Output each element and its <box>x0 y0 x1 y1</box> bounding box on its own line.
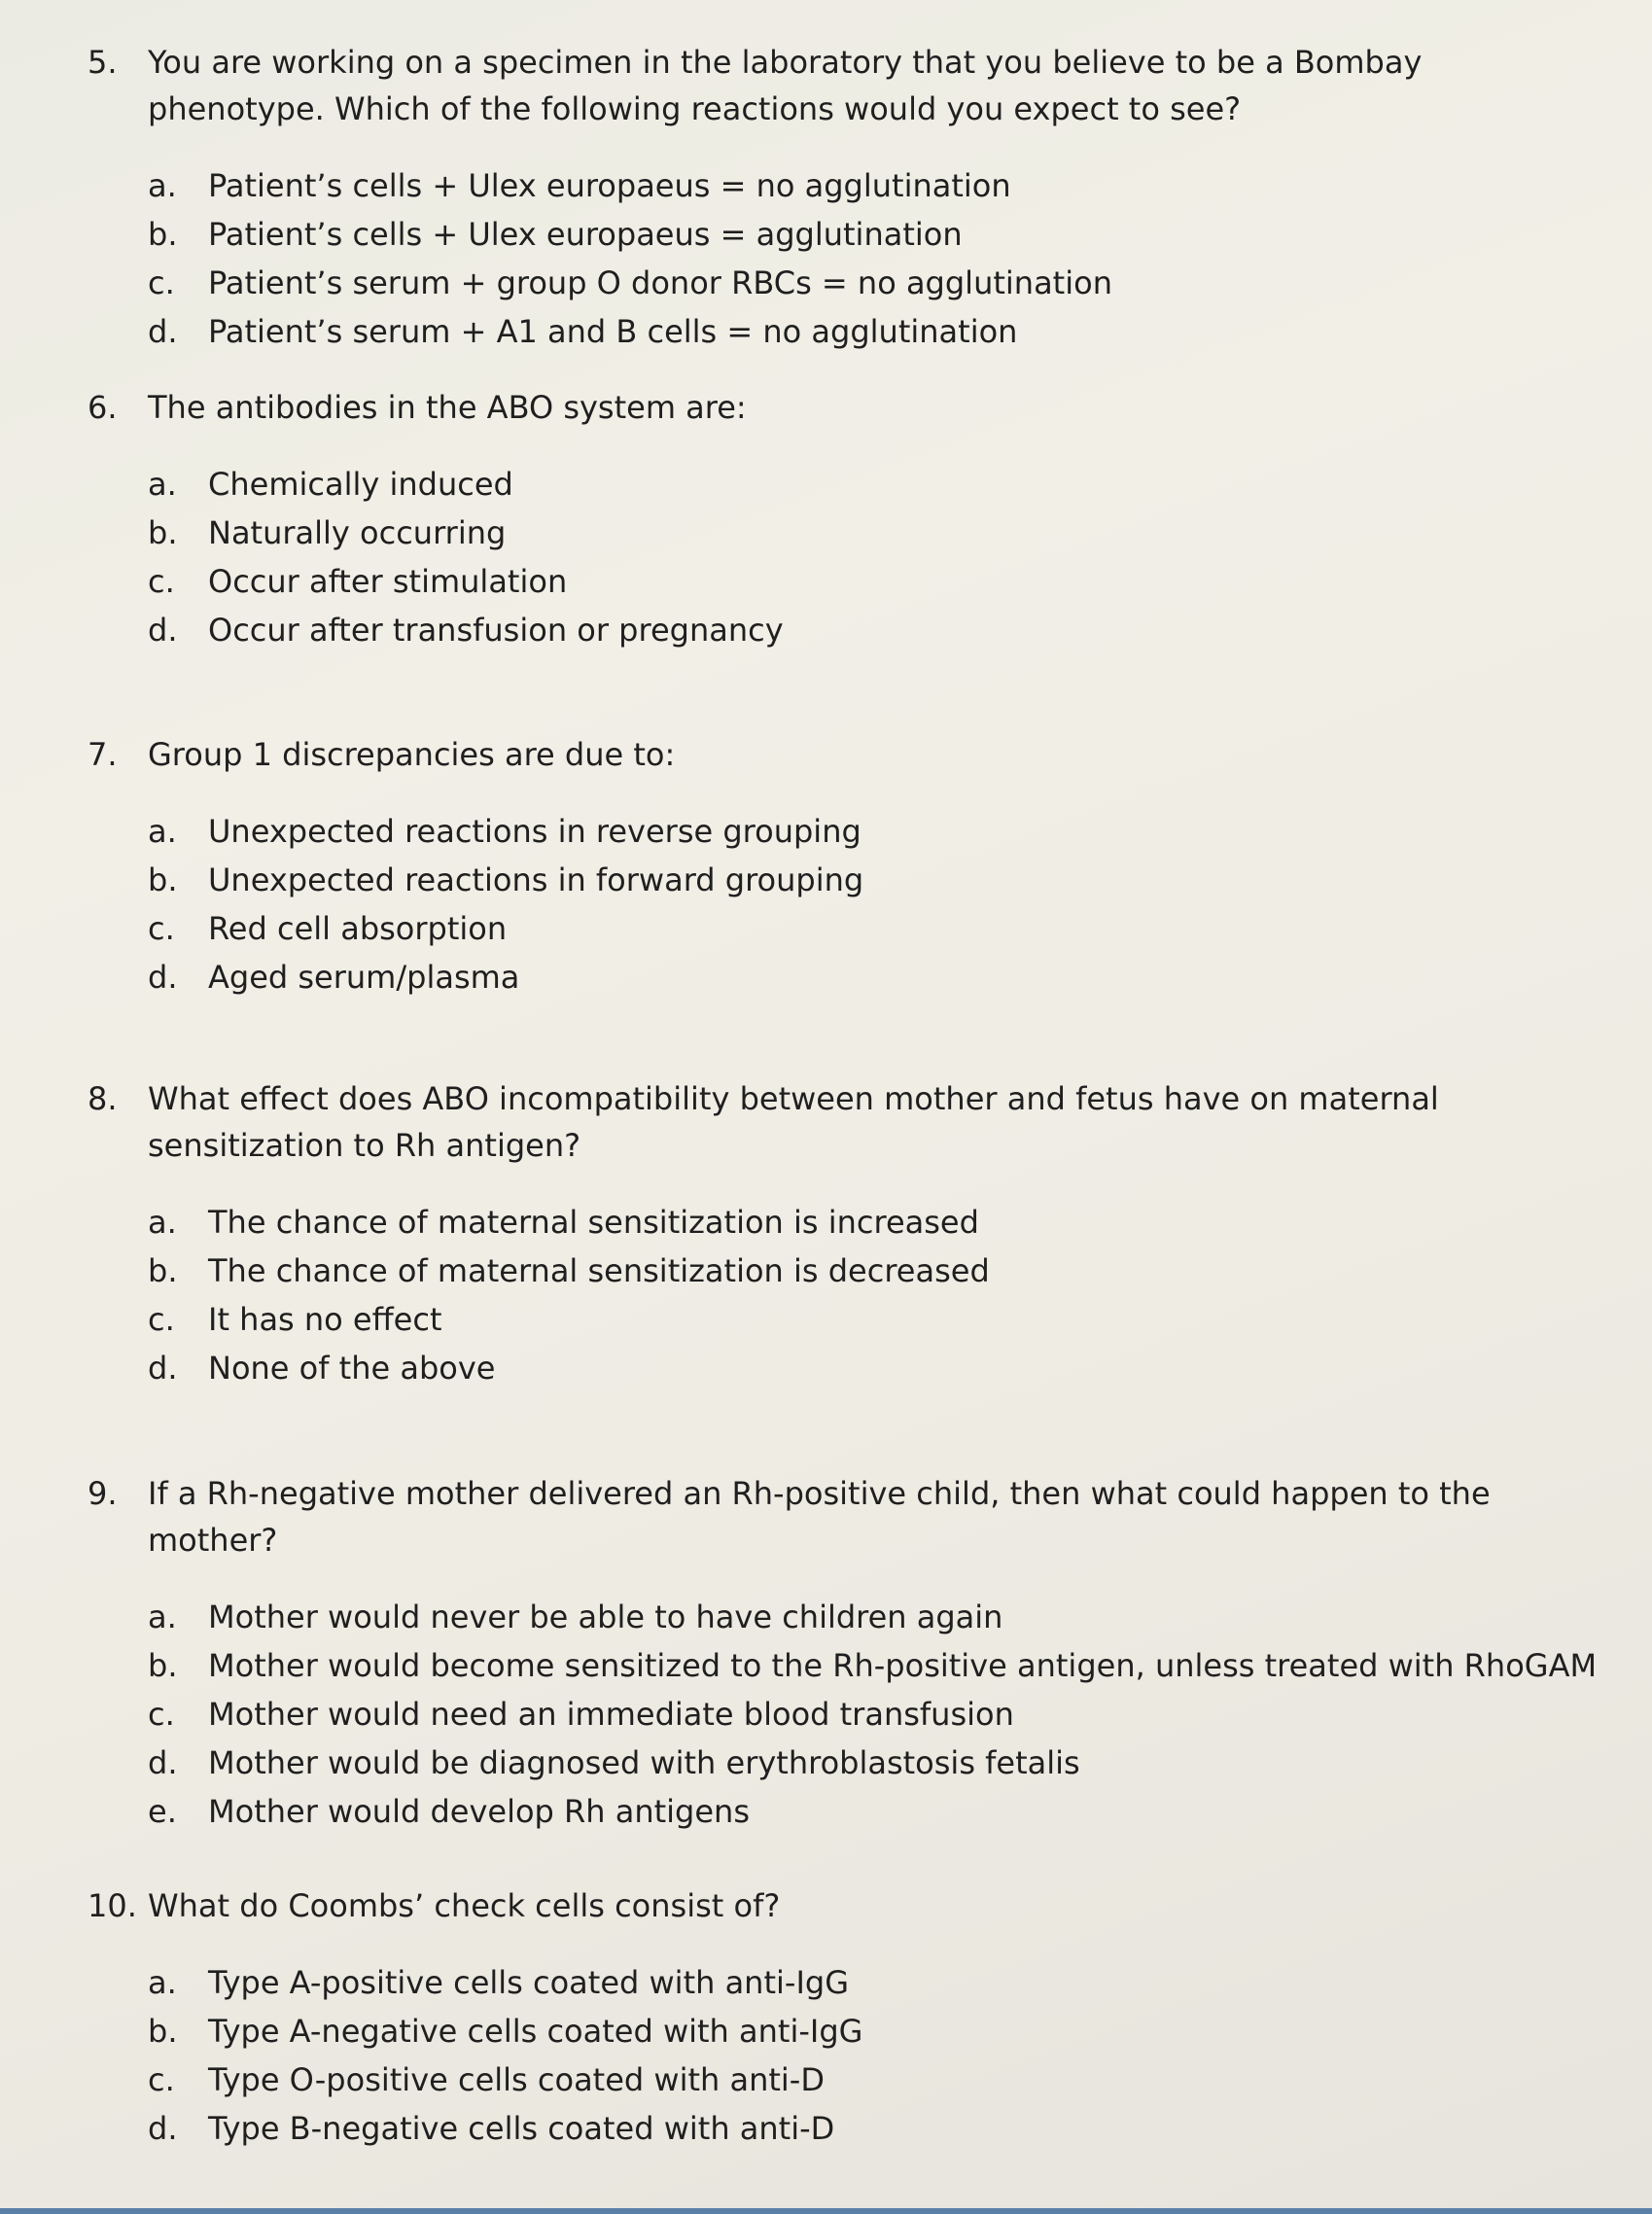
question-number: 10. <box>88 1887 137 1924</box>
option-letter: c. <box>148 910 175 947</box>
option-letter: e. <box>148 1793 177 1830</box>
option-text: Red cell absorption <box>208 910 508 947</box>
option-text: None of the above <box>208 1350 496 1387</box>
option-letter: a. <box>148 813 177 850</box>
option-text: Mother would never be able to have children again <box>208 1599 1003 1635</box>
question-9 <box>88 1470 1598 1836</box>
option-text: Patient’s serum + group O donor RBCs = no agglutination <box>208 264 1112 301</box>
option-letter: c. <box>148 1696 175 1733</box>
option-text: Mother would be diagnosed with erythroblastosis fetalis <box>208 1744 1080 1781</box>
question-number: 8. <box>88 1080 118 1117</box>
option-letter: b. <box>148 1252 178 1289</box>
option-letter: b. <box>148 1647 178 1684</box>
answer-option <box>148 1739 1565 1787</box>
question-text: What do Coombs’ check cells consist of? <box>148 1887 781 1924</box>
answer-options <box>88 1958 1565 2153</box>
answer-options <box>88 460 1565 654</box>
option-letter: b. <box>148 514 178 551</box>
option-text: Unexpected reactions in reverse grouping <box>208 813 861 850</box>
option-text: Type B-negative cells coated with anti-D <box>208 2110 835 2147</box>
question-text: You are working on a specimen in the laboratory that you believe to be a Bombay phenotype. Which of the following reactions would you expect to see? <box>148 44 1423 127</box>
question-number: 7. <box>88 736 118 773</box>
answer-option <box>148 1593 1565 1641</box>
question-number: 5. <box>88 44 118 81</box>
option-letter: c. <box>148 1301 175 1338</box>
answer-option <box>148 1787 1565 1836</box>
answer-option <box>148 210 1565 259</box>
answer-option <box>148 1344 1565 1392</box>
option-text: Type A-negative cells coated with anti-IgG <box>208 2013 863 2050</box>
answer-option <box>148 2056 1565 2104</box>
option-text: Mother would become sensitized to the Rh-positive antigen, unless treated with RhoGAM <box>208 1647 1598 1684</box>
question-text: Group 1 discrepancies are due to: <box>148 736 676 773</box>
option-letter: c. <box>148 2061 175 2098</box>
answer-option <box>148 953 1565 1002</box>
question-text: The antibodies in the ABO system are: <box>148 389 747 426</box>
question-6 <box>88 384 1565 654</box>
answer-option <box>148 1641 1598 1690</box>
question-8 <box>88 1075 1565 1392</box>
bottom-edge-strip <box>0 2208 1652 2214</box>
answer-options <box>88 1198 1565 1392</box>
question-number: 9. <box>88 1475 118 1512</box>
option-letter: a. <box>148 1599 177 1635</box>
answer-options <box>88 161 1565 356</box>
option-text: Patient’s cells + Ulex europaeus = agglutination <box>208 216 963 253</box>
option-letter: a. <box>148 167 177 204</box>
answer-option <box>148 2007 1565 2056</box>
question-7 <box>88 731 1565 1002</box>
answer-option <box>148 904 1565 953</box>
question-number: 6. <box>88 389 118 426</box>
answer-option <box>148 307 1565 356</box>
question-5 <box>88 39 1565 356</box>
answer-option <box>148 1198 1565 1247</box>
option-text: Unexpected reactions in forward grouping <box>208 861 864 898</box>
option-text: Patient’s cells + Ulex europaeus = no agglutination <box>208 167 1011 204</box>
answer-option <box>148 856 1565 904</box>
option-letter: a. <box>148 466 177 503</box>
option-text: Aged serum/plasma <box>208 959 520 996</box>
option-letter: a. <box>148 1204 177 1241</box>
answer-option <box>148 509 1565 557</box>
answer-option <box>148 606 1565 654</box>
option-text: Occur after stimulation <box>208 563 568 600</box>
answer-option <box>148 1247 1565 1295</box>
answer-option <box>148 460 1565 509</box>
option-letter: d. <box>148 1744 178 1781</box>
option-letter: c. <box>148 563 175 600</box>
question-text: What effect does ABO incompatibility between mother and fetus have on maternal sensitization to Rh antigen? <box>148 1080 1439 1164</box>
option-text: The chance of maternal sensitization is increased <box>208 1204 979 1241</box>
answer-option <box>148 1690 1565 1739</box>
option-letter: d. <box>148 2110 178 2147</box>
option-letter: d. <box>148 612 178 649</box>
option-letter: b. <box>148 216 178 253</box>
option-letter: d. <box>148 313 178 350</box>
answer-option <box>148 1958 1565 2007</box>
option-text: Mother would develop Rh antigens <box>208 1793 750 1830</box>
option-text: It has no effect <box>208 1301 442 1338</box>
option-letter: d. <box>148 1350 178 1387</box>
answer-option <box>148 1295 1565 1344</box>
answer-option <box>148 557 1565 606</box>
option-text: The chance of maternal sensitization is decreased <box>208 1252 990 1289</box>
question-text: If a Rh-negative mother delivered an Rh-positive child, then what could happen to the mother? <box>148 1475 1491 1559</box>
answer-option <box>148 2104 1565 2153</box>
option-text: Naturally occurring <box>208 514 507 551</box>
question-10 <box>88 1882 1565 2153</box>
answer-option <box>148 807 1565 856</box>
option-letter: c. <box>148 264 175 301</box>
answer-option <box>148 161 1565 210</box>
option-letter: a. <box>148 1964 177 2001</box>
option-letter: b. <box>148 2013 178 2050</box>
answer-options <box>88 1593 1598 1836</box>
answer-options <box>88 807 1565 1002</box>
option-text: Type A-positive cells coated with anti-IgG <box>208 1964 849 2001</box>
option-letter: b. <box>148 861 178 898</box>
option-text: Occur after transfusion or pregnancy <box>208 612 784 649</box>
option-text: Type O-positive cells coated with anti-D <box>208 2061 825 2098</box>
option-letter: d. <box>148 959 178 996</box>
option-text: Chemically induced <box>208 466 513 503</box>
option-text: Mother would need an immediate blood transfusion <box>208 1696 1014 1733</box>
answer-option <box>148 259 1565 307</box>
option-text: Patient’s serum + A1 and B cells = no agglutination <box>208 313 1018 350</box>
